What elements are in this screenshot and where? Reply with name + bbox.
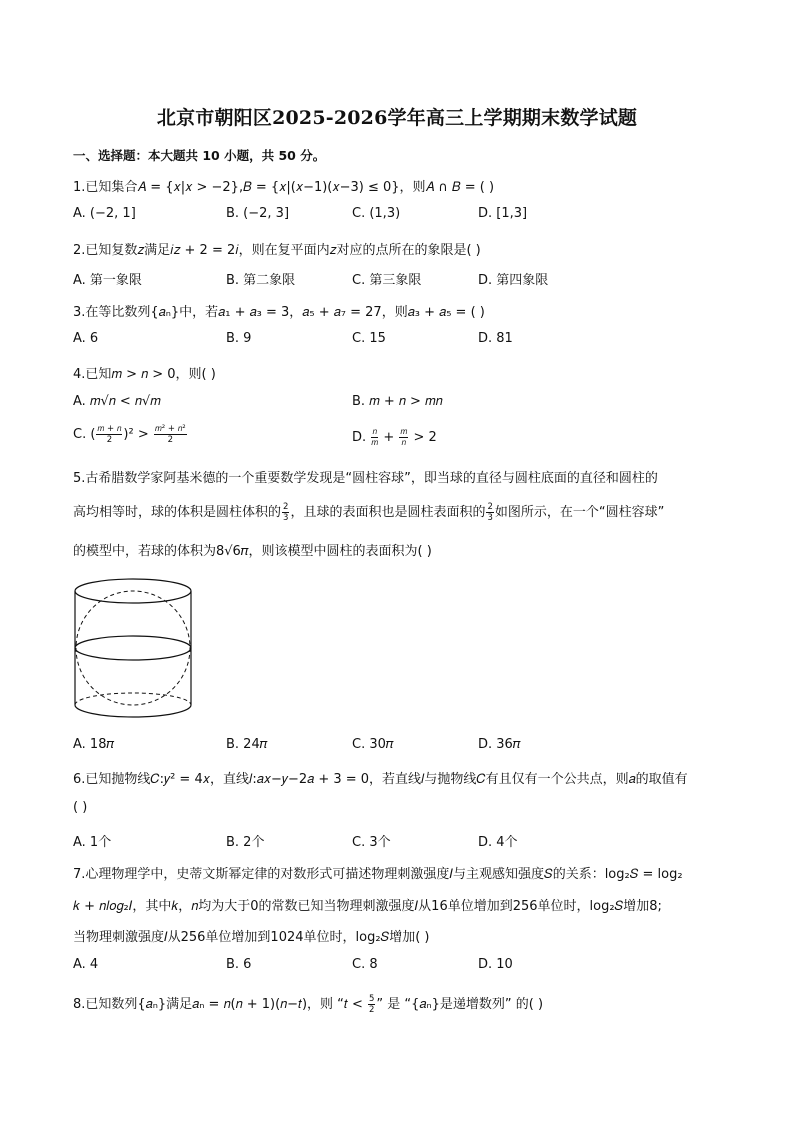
question-6-line-1: 6.已知抛物线𝐶:𝑦² = 4𝑥，直线𝑙:𝑎𝑥−𝑦−2𝑎 + 3 = 0，若直线𝑙与抛物线𝐶有且仅有一个公共点，则𝑎的取值有 bbox=[73, 772, 688, 787]
question-6-line-2: ( ) bbox=[73, 800, 88, 815]
fraction-m2-plus-n2-over-2: $\frac{\text{𝑚² + 𝑛²}}{2}$ bbox=[154, 424, 186, 445]
fraction-m-over-n: $\frac{\text{𝑚}}{\text{𝑛}}$ bbox=[400, 427, 408, 448]
option-c-middle: )² > bbox=[123, 427, 149, 442]
question-7-option-d: D. 10 bbox=[478, 957, 513, 972]
question-1-option-c: C. (1,3) bbox=[352, 206, 401, 221]
fraction-two-thirds: $\frac{2}{3}$ bbox=[487, 502, 493, 523]
fraction-two-thirds: $\frac{2}{3}$ bbox=[283, 502, 289, 523]
question-2-option-d: D. 第四象限 bbox=[478, 273, 549, 288]
question-4-option-c bbox=[73, 424, 188, 445]
question-5-option-c: C. 30𝜋 bbox=[352, 737, 394, 752]
question-5-line-2: 高均相等时，球的体积是圆柱体积的 $\frac{2}{3}$ ，且球的表面积也是圆柱表面积的 $\frac{2}{3}$ 如图所示，在一个“圆柱容球” bbox=[73, 502, 665, 523]
question-4-option-b: B. 𝑚 + 𝑛 > 𝑚𝑛 bbox=[352, 394, 443, 409]
question-2-stem: 2.已知复数𝑧满足𝑖𝑧 + 2 = 2𝑖，则在复平面内𝑧对应的点所在的象限是( ) bbox=[73, 243, 481, 258]
question-1-option-a: A. (−2, 1] bbox=[73, 206, 136, 221]
question-3-option-a: A. 6 bbox=[73, 331, 99, 346]
fraction-m-plus-n-over-2: $\frac{\text{𝑚 + 𝑛}}{2}$ bbox=[97, 424, 122, 445]
question-7-option-b: B. 6 bbox=[226, 957, 252, 972]
question-7-line-2: 𝑘 + 𝑛𝑙𝑜𝑔₂𝐼，其中𝑘，𝑛均为大于0的常数已知当物理刺激强度𝐼从16单位增加到256单位时，log₂𝑆增加8; bbox=[73, 899, 662, 914]
question-6-option-b: B. 2个 bbox=[226, 835, 265, 850]
question-1-stem: 1.已知集合𝐴 = {𝑥|𝑥 > −2},𝐵 = {𝑥|(𝑥−1)(𝑥−3) ≤ 0}，则𝐴 ∩ 𝐵 = ( ) bbox=[73, 180, 495, 195]
cylinder-sphere-diagram bbox=[72, 576, 197, 721]
question-5-line-3: 的模型中，若球的体积为8√6𝜋，则该模型中圆柱的表面积为( ) bbox=[73, 544, 432, 559]
question-6-option-a: A. 1个 bbox=[73, 835, 112, 850]
question-1-option-b: B. (−2, 3] bbox=[226, 206, 290, 221]
question-6-option-c: C. 3个 bbox=[352, 835, 391, 850]
question-3-option-b: B. 9 bbox=[226, 331, 252, 346]
question-5-line-1: 5.古希腊数学家阿基米德的一个重要数学发现是“圆柱容球”，即当球的直径与圆柱底面的直径和圆柱的 bbox=[73, 471, 658, 486]
fraction-n-over-m: $\frac{\text{𝑛}}{\text{𝑚}}$ bbox=[371, 427, 379, 448]
question-7-option-c: C. 8 bbox=[352, 957, 378, 972]
question-6-option-d: D. 4个 bbox=[478, 835, 518, 850]
page-title: 北京市朝阳区2025-2026学年高三上学期期末数学试题 bbox=[156, 107, 638, 129]
question-4-stem: 4.已知𝑚 > 𝑛 > 0，则( ) bbox=[73, 367, 216, 382]
question-8-stem: 8.已知数列{𝑎ₙ}满足𝑎ₙ = 𝑛(𝑛 + 1)(𝑛−𝑡)，则 “𝑡 < $\frac{5}{2}$ ” 是 “{𝑎ₙ}是递增数列” 的( ) bbox=[73, 994, 544, 1015]
fraction-five-halves: $\frac{5}{2}$ bbox=[369, 994, 375, 1015]
question-3-stem: 3.在等比数列{𝑎ₙ}中，若𝑎₁ + 𝑎₃ = 3，𝑎₅ + 𝑎₇ = 27，则𝑎₃ + 𝑎₅ = ( ) bbox=[73, 305, 485, 320]
question-2-option-a: A. 第一象限 bbox=[73, 273, 142, 288]
question-5-option-a: A. 18𝜋 bbox=[73, 737, 115, 752]
question-7-line-1: 7.心理物理学中，史蒂文斯幂定律的对数形式可描述物理刺激强度𝐼与主观感知强度𝑆的关系：log₂𝑆 = log₂ bbox=[73, 867, 683, 882]
question-3-option-c: C. 15 bbox=[352, 331, 386, 346]
question-4-option-d: D. $\frac{\text{𝑛}}{\text{𝑚}}$ + $\frac{\text{𝑚}}{\text{𝑛}}$ > 2 bbox=[352, 427, 437, 448]
question-5-option-b: B. 24𝜋 bbox=[226, 737, 268, 752]
question-7-line-3: 当物理刺激强度𝐼从256单位增加到1024单位时，log₂𝑆增加( ) bbox=[73, 930, 430, 945]
section-heading: 一、选择题：本大题共 10 小题，共 50 分。 bbox=[73, 148, 326, 163]
question-2-option-b: B. 第二象限 bbox=[226, 273, 296, 288]
question-5-option-d: D. 36𝜋 bbox=[478, 737, 521, 752]
question-4-option-a: A. 𝑚√𝑛 < 𝑛√𝑚 bbox=[73, 394, 161, 409]
question-7-option-a: A. 4 bbox=[73, 957, 99, 972]
question-3-option-d: D. 81 bbox=[478, 331, 513, 346]
question-1-option-d: D. [1,3] bbox=[478, 206, 528, 221]
question-2-option-c: C. 第三象限 bbox=[352, 273, 422, 288]
option-c-prefix: C. ( bbox=[73, 427, 96, 442]
